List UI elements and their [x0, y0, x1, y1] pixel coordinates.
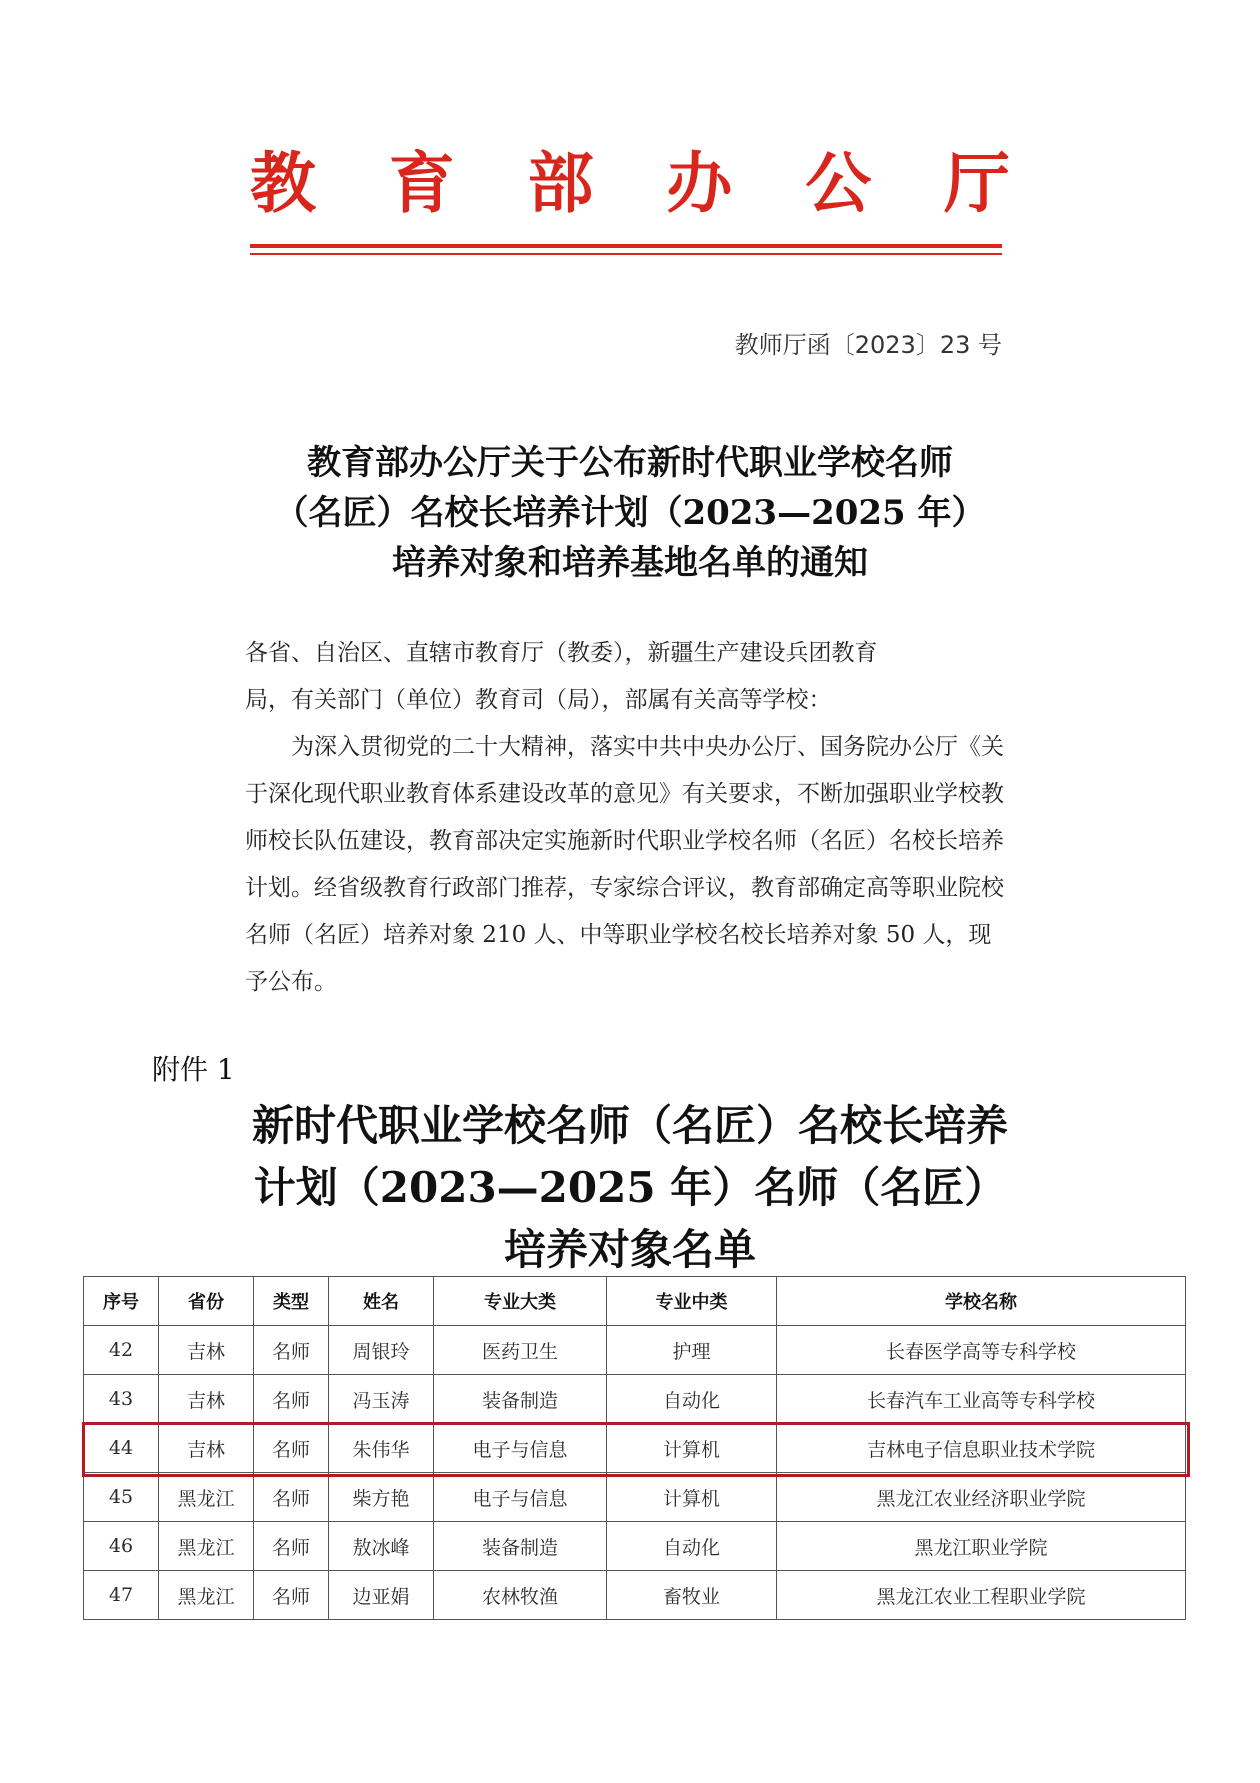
table-cell: 电子与信息	[434, 1473, 607, 1522]
table-cell: 电子与信息	[434, 1424, 607, 1473]
table-cell: 44	[84, 1424, 159, 1473]
table-cell: 名师	[254, 1571, 329, 1620]
table-cell: 自动化	[607, 1522, 777, 1571]
header-cell: 类型	[254, 1277, 329, 1326]
table-cell: 柴方艳	[329, 1473, 434, 1522]
table-cell: 名师	[254, 1424, 329, 1473]
table-cell: 名师	[254, 1522, 329, 1571]
header-cell: 省份	[159, 1277, 254, 1326]
letterhead-char: 育	[388, 144, 455, 222]
table-cell: 长春汽车工业高等专科学校	[777, 1375, 1186, 1424]
document-number: 教师厅函〔2023〕23 号	[734, 331, 1002, 359]
table-cell: 装备制造	[434, 1375, 607, 1424]
header-cell: 专业中类	[607, 1277, 777, 1326]
letterhead-char: 公	[805, 144, 872, 222]
header-cell: 专业大类	[434, 1277, 607, 1326]
table-cell: 畜牧业	[607, 1571, 777, 1620]
recipients-line: 各省、自治区、直辖市教育厅（教委），新疆生产建设兵团教育	[245, 640, 878, 666]
table-row-highlighted	[84, 1424, 1186, 1473]
notice-title-line: 培养对象和培养基地名单的通知	[392, 543, 868, 583]
table-cell: 黑龙江	[159, 1522, 254, 1571]
table-cell: 名师	[254, 1375, 329, 1424]
table-row	[84, 1522, 1186, 1571]
table-cell: 43	[84, 1375, 159, 1424]
list-title-line: 计划（2023—2025 年）名师（名匠）	[253, 1163, 1007, 1212]
table-cell: 吉林电子信息职业技术学院	[777, 1424, 1186, 1473]
table-cell: 45	[84, 1473, 159, 1522]
list-title-line: 新时代职业学校名师（名匠）名校长培养	[251, 1101, 1008, 1150]
notice-title	[200, 438, 1060, 588]
attachment-label: 附件 1	[152, 1053, 235, 1086]
table-cell: 医药卫生	[434, 1326, 607, 1375]
table-cell: 朱伟华	[329, 1424, 434, 1473]
table-cell: 长春医学高等专科学校	[777, 1326, 1186, 1375]
table-cell: 吉林	[159, 1326, 254, 1375]
notice-title-line: 教育部办公厅关于公布新时代职业学校名师	[307, 443, 953, 483]
letterhead-char: 部	[527, 144, 594, 222]
letterhead-char: 教	[250, 144, 316, 222]
table-cell: 黑龙江农业经济职业学院	[777, 1473, 1186, 1522]
table-cell: 自动化	[607, 1375, 777, 1424]
table-cell: 冯玉涛	[329, 1375, 434, 1424]
letterhead-char: 厅	[943, 144, 1010, 222]
table-cell: 计算机	[607, 1473, 777, 1522]
letterhead-char: 办	[666, 144, 733, 222]
table-cell: 计算机	[607, 1424, 777, 1473]
table-cell: 吉林	[159, 1375, 254, 1424]
table-cell: 名师	[254, 1326, 329, 1375]
table-cell: 农林牧渔	[434, 1571, 607, 1620]
table-cell: 名师	[254, 1473, 329, 1522]
table-cell: 黑龙江职业学院	[777, 1522, 1186, 1571]
roster-table	[83, 1276, 1186, 1620]
table-cell: 护理	[607, 1326, 777, 1375]
table-cell: 边亚娟	[329, 1571, 434, 1620]
list-title	[130, 1095, 1130, 1281]
notice-body	[245, 630, 1005, 1006]
table-cell: 吉林	[159, 1424, 254, 1473]
body-paragraph: 为深入贯彻党的二十大精神，落实中共中央办公厅、国务院办公厅《关于深化现代职业教育体系建设改革的意见》有关要求，不断加强职业学校教师校长队伍建设，教育部决定实施新时代职业学校名师（名匠）名校长培养计划。经省级教育行政部门推荐，专家综合评议，教育部确定高等职业院校名师（名匠）培养对象 210 人、中等职业学校名校长培养对象 50 人，现予公布。	[245, 734, 1004, 995]
table-cell: 42	[84, 1326, 159, 1375]
table-cell: 装备制造	[434, 1522, 607, 1571]
notice-title-line: （名匠）名校长培养计划（2023—2025 年）	[274, 493, 986, 533]
table-cell: 47	[84, 1571, 159, 1620]
table-cell: 黑龙江	[159, 1473, 254, 1522]
header-cell: 姓名	[329, 1277, 434, 1326]
table-row	[84, 1326, 1186, 1375]
letterhead-rule-thick	[250, 244, 1002, 248]
header-cell: 序号	[84, 1277, 159, 1326]
recipients-line: 局，有关部门（单位）教育司（局），部属有关高等学校：	[245, 687, 832, 713]
header-cell: 学校名称	[777, 1277, 1186, 1326]
table-cell: 黑龙江	[159, 1571, 254, 1620]
table-row	[84, 1375, 1186, 1424]
letterhead-title	[250, 144, 1010, 222]
table-row	[84, 1571, 1186, 1620]
table-cell: 敖冰峰	[329, 1522, 434, 1571]
table-cell: 周银玲	[329, 1326, 434, 1375]
table-row	[84, 1473, 1186, 1522]
table-header-row	[84, 1277, 1186, 1326]
table-cell: 黑龙江农业工程职业学院	[777, 1571, 1186, 1620]
table-cell: 46	[84, 1522, 159, 1571]
list-title-line: 培养对象名单	[503, 1225, 756, 1274]
letterhead-rule-thin	[250, 253, 1002, 255]
